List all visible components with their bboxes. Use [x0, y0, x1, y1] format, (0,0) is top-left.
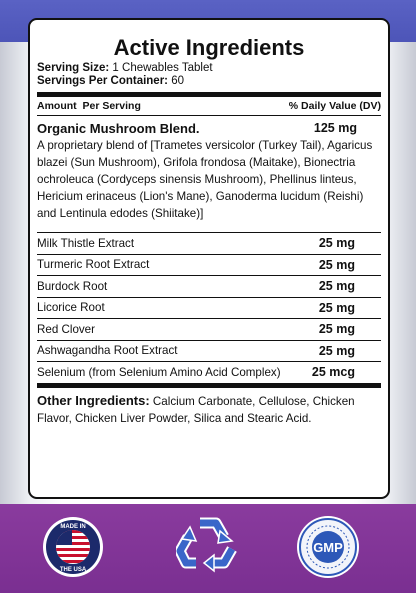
- ingredient-row: [37, 318, 381, 340]
- other-ingredients: [37, 383, 381, 427]
- gmp-seal-icon: [296, 515, 360, 579]
- ingredient-name: Red Clover: [37, 322, 95, 336]
- ingredient-amount: 25 mcg: [311, 365, 355, 380]
- ingredient-row: [37, 297, 381, 319]
- panel-title: Active Ingredients: [113, 35, 305, 60]
- ingredient-name: Ashwagandha Root Extract: [37, 344, 178, 358]
- ingredient-name: Burdock Root: [37, 279, 108, 293]
- blend-name: Organic Mushroom Blend.: [37, 121, 200, 136]
- serving-size-label: Serving Size:: [37, 62, 110, 74]
- other-ingredients-text: Calcium Carbonate, Cellulose, Chicken Flavor, Chicken Liver Powder, Silica and Stearic Acid.: [37, 394, 355, 425]
- usa-flag-icon: [42, 516, 104, 578]
- servings-per-container: [37, 75, 381, 88]
- ingredient-name: Turmeric Root Extract: [37, 258, 150, 272]
- usa-badge-bottom-text: THE USA: [59, 567, 87, 573]
- blend-amount: 125 mg: [313, 121, 357, 135]
- ingredient-amount: 25 mg: [318, 300, 355, 315]
- blend-row: [37, 116, 381, 137]
- ingredient-row: [37, 254, 381, 276]
- ingredient-name: Selenium (from Selenium Amino Acid Complex): [37, 365, 281, 379]
- column-header: [37, 97, 381, 115]
- ingredient-list: [37, 232, 381, 383]
- ingredient-amount: 25 mg: [318, 257, 355, 272]
- ingredient-row: [37, 275, 381, 297]
- serving-size: [37, 62, 381, 75]
- column-amount: Amount Per Serving: [37, 100, 141, 112]
- column-daily-value: % Daily Value (DV): [288, 100, 381, 112]
- usa-badge-top-text: MADE IN: [60, 524, 86, 530]
- servings-per-container-label: Servings Per Container:: [37, 75, 169, 87]
- recycle-icon: [176, 515, 240, 577]
- ingredient-row: [37, 232, 381, 254]
- ingredient-row: [37, 361, 381, 383]
- ingredient-amount: 25 mg: [318, 322, 355, 337]
- serving-size-value: 1 Chewables Tablet: [112, 62, 213, 74]
- ingredient-name: Milk Thistle Extract: [37, 236, 135, 250]
- ingredient-amount: 25 mg: [318, 343, 355, 358]
- ingredient-amount: 25 mg: [318, 236, 355, 251]
- ingredient-name: Licorice Root: [37, 301, 105, 315]
- ingredient-amount: 25 mg: [318, 279, 355, 294]
- blend-description: A proprietary blend of [Trametes versicolor (Turkey Tail), Agaricus blazei (Sun Mushroom), Grifola frondosa (Maitake), Bionectria ochroleuca (Cordyceps sinensis Mushroom), Phellinus linteus, Hericium erinaceus (Lion's Mane), Ganoderma lucidum (Reishi) and Lentinula edodes (Shiitake)]: [37, 139, 373, 220]
- gmp-badge-text: GMP: [313, 540, 343, 555]
- servings-per-container-value: 60: [171, 75, 185, 87]
- supplement-facts-panel: [28, 18, 390, 499]
- ingredient-row: [37, 340, 381, 362]
- other-ingredients-label: Other Ingredients:: [37, 392, 150, 408]
